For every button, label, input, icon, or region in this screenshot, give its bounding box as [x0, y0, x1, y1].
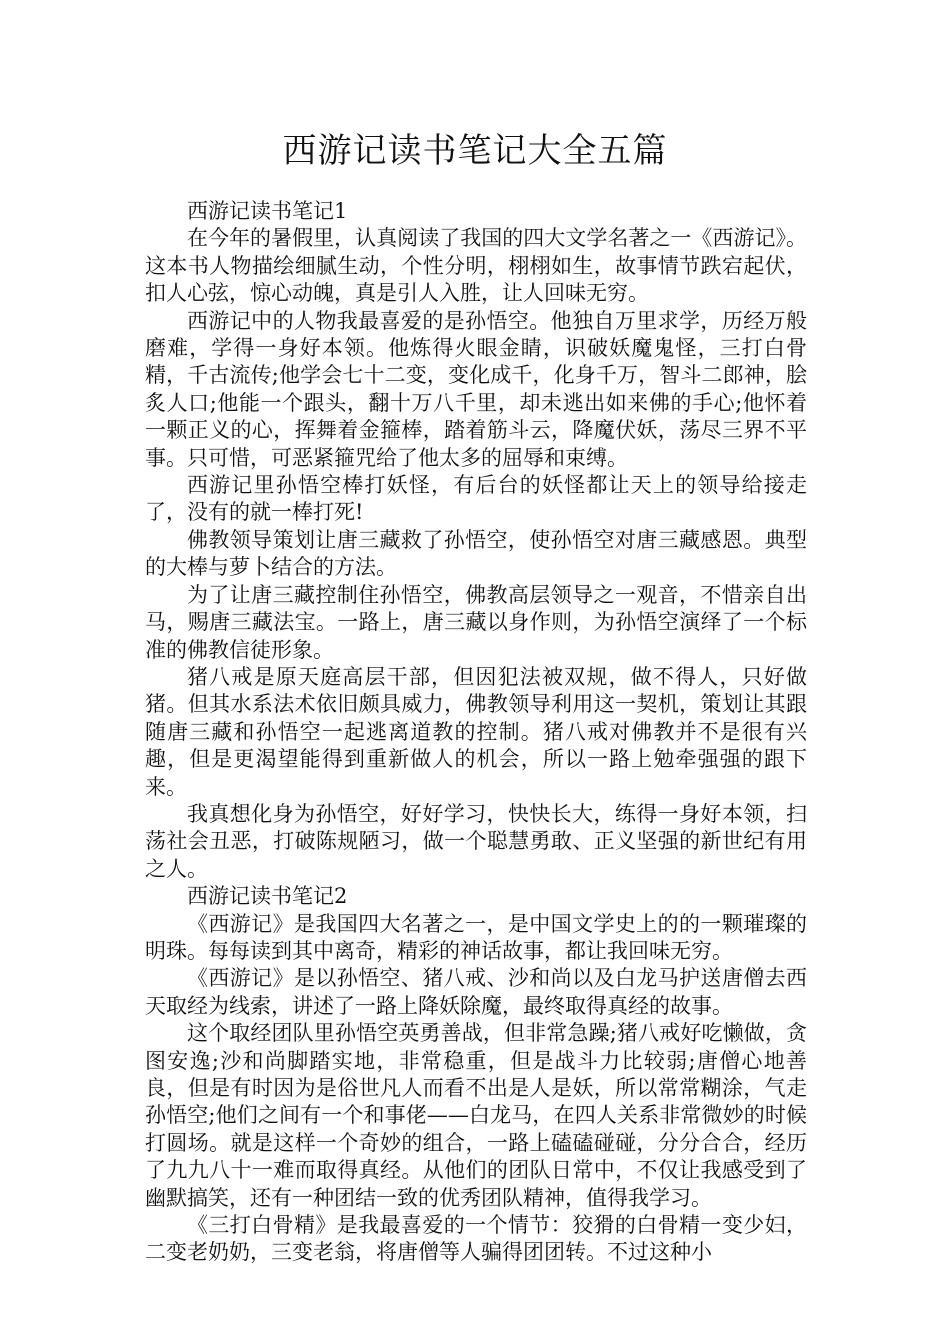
paragraph: 西游记中的人物我最喜爱的是孙悟空。他独自万里求学，历经万般磨难，学得一身好本领。他炼得火眼金睛，识破妖魔鬼怪，三打白骨精，千古流传;他学会七十二变，变化成千，化身千万，智斗二郎神，脍炙人口;他能一个跟头，翻十万八千里，却未逃出如来佛的手心;他怀着一颗正义的心，挥舞着金箍棒，踏着筋斗云，降魔伏妖，荡尽三界不平事。只可惜，可恶紧箍咒给了他太多的屈辱和束缚。	[145, 308, 807, 470]
paragraph: 为了让唐三藏控制住孙悟空，佛教高层领导之一观音，不惜亲自出马，赐唐三藏法宝。一路上，唐三藏以身作则，为孙悟空演绎了一个标准的佛教信徒形象。	[145, 582, 807, 662]
paragraph: 我真想化身为孙悟空，好好学习，快快长大，练得一身好本领，扫荡社会丑恶，打破陈规陋习，做一个聪慧勇敢、正义坚强的新世纪有用之人。	[145, 801, 807, 881]
paragraph: 佛教领导策划让唐三藏救了孙悟空，使孙悟空对唐三藏感恩。典型的大棒与萝卜结合的方法。	[145, 527, 807, 580]
document-body	[145, 198, 807, 1267]
paragraph: 在今年的暑假里，认真阅读了我国的四大文学名著之一《西游记》。这本书人物描绘细腻生动，个性分明，栩栩如生，故事情节跌宕起伏，扣人心弦，惊心动魄，真是引人入胜，让人回味无穷。	[145, 226, 807, 306]
section-heading: 西游记读书笔记2	[187, 884, 348, 909]
section-heading: 西游记读书笔记1	[187, 199, 348, 223]
paragraph: 这个取经团队里孙悟空英勇善战，但非常急躁;猪八戒好吃懒做，贪图安逸;沙和尚脚踏实地，非常稳重，但是战斗力比较弱;唐僧心地善良，但是有时因为是俗世凡人而看不出是人是妖，所以常常糊涂，气走孙悟空;他们之间有一个和事佬——白龙马，在四人关系非常微妙的时候打圆场。就是这样一个奇妙的组合，一路上磕磕碰碰，分分合合，经历了九九八十一难而取得真经。从他们的团队日常中，不仅让我感受到了幽默搞笑，还有一种团结一致的优秀团队精神，值得我学习。	[145, 1021, 807, 1210]
paragraph: 《西游记》是以孙悟空、猪八戒、沙和尚以及白龙马护送唐僧去西天取经为线索，讲述了一路上降妖除魔，最终取得真经的故事。	[145, 966, 807, 1018]
document-title: 西游记读书笔记大全五篇	[282, 131, 668, 171]
paragraph: 《西游记》是我国四大名著之一，是中国文学史上的的一颗璀璨的明珠。每每读到其中离奇，精彩的神话故事，都让我回味无穷。	[145, 911, 807, 963]
paragraph: 猪八戒是原天庭高层干部，但因犯法被双规，做不得人，只好做猪。但其水系法术依旧颇具威力，佛教领导利用这一契机，策划让其跟随唐三藏和孙悟空一起逃离道教的控制。猪八戒对佛教并不是很有兴趣，但是更渴望能得到重新做人的机会，所以一路上勉牵强强的跟下来。	[145, 664, 807, 799]
paragraph: 西游记里孙悟空棒打妖怪，有后台的妖怪都让天上的领导给接走了，没有的就一棒打死!	[145, 473, 807, 525]
paragraph: 《三打白骨精》是我最喜爱的一个情节：狡猾的白骨精一变少妇，二变老奶奶，三变老翁，将唐僧等人骗得团团转。不过这种小	[145, 1213, 807, 1265]
